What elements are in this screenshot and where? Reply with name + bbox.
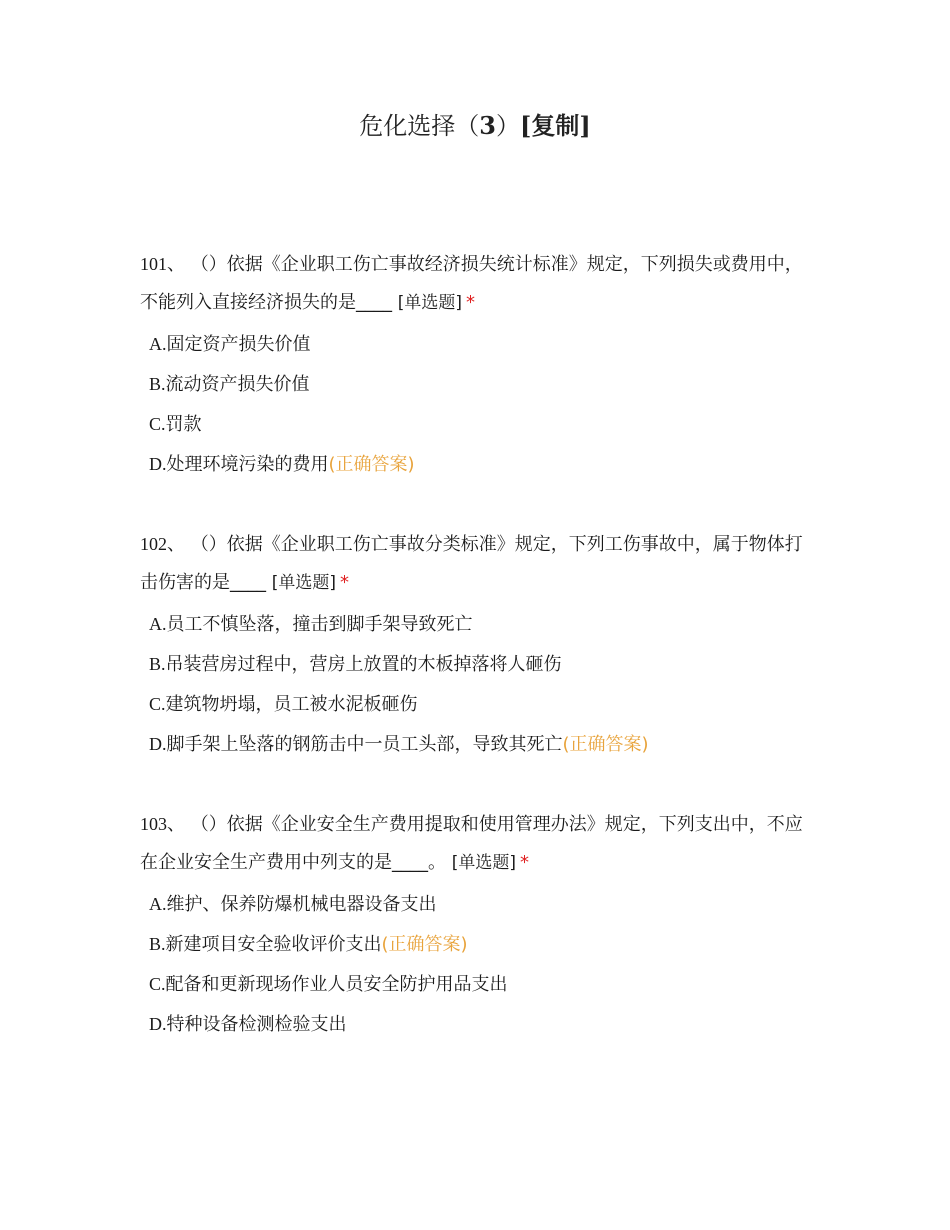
question-number: 101、 [140, 254, 185, 274]
option-letter: B. [149, 654, 166, 674]
question-body: （）依据《企业职工伤亡事故经济损失统计标准》规定，下列损失或费用中，不能列入直接经济损失的是____ [140, 254, 803, 313]
question-text [140, 245, 810, 322]
question-text [140, 805, 810, 882]
option-letter: C. [149, 974, 166, 994]
option-text: 吊装营房过程中，营房上放置的木板掉落将人砸伤 [165, 654, 562, 675]
option-letter: A. [149, 334, 167, 354]
option-text: 新建项目安全验收评价支出 [165, 934, 382, 955]
option-letter: D. [149, 454, 167, 474]
option-d[interactable] [149, 444, 810, 484]
option-letter: C. [149, 694, 166, 714]
option-letter: C. [149, 414, 166, 434]
question-body: （）依据《企业安全生产费用提取和使用管理办法》规定，下列支出中，不应在企业安全生产费用中列支的是____。 [140, 814, 803, 873]
question-type: [单选题] [271, 573, 336, 593]
option-letter: B. [149, 374, 166, 394]
option-a[interactable] [149, 324, 810, 364]
option-list [140, 604, 810, 764]
option-list [140, 324, 810, 484]
option-letter: B. [149, 934, 166, 954]
option-c[interactable] [149, 404, 810, 444]
question-number: 102、 [140, 534, 185, 554]
correct-answer-label: (正确答案) [562, 734, 649, 755]
option-text: 固定资产损失价值 [166, 334, 311, 355]
option-d[interactable] [149, 1004, 810, 1044]
required-mark: * [520, 852, 529, 873]
option-a[interactable] [149, 884, 810, 924]
question-body: （）依据《企业职工伤亡事故分类标准》规定，下列工伤事故中，属于物体打击伤害的是____ [140, 534, 803, 593]
option-list [140, 884, 810, 1044]
page-title [0, 108, 950, 144]
option-text: 罚款 [165, 414, 202, 435]
option-c[interactable] [149, 964, 810, 1004]
option-a[interactable] [149, 604, 810, 644]
option-text: 建筑物坍塌，员工被水泥板砸伤 [165, 694, 418, 715]
title-number: 3 [479, 111, 496, 140]
option-text: 处理环境污染的费用 [166, 454, 329, 475]
option-text: 配备和更新现场作业人员安全防护用品支出 [165, 974, 508, 995]
question-text [140, 525, 810, 602]
option-letter: A. [149, 894, 167, 914]
question-number: 103、 [140, 814, 185, 834]
title-tag: [复制] [519, 111, 591, 140]
option-letter: D. [149, 1014, 167, 1034]
option-letter: D. [149, 734, 167, 754]
option-text: 脚手架上坠落的钢筋击中一员工头部，导致其死亡 [166, 734, 563, 755]
option-d[interactable] [149, 724, 810, 764]
title-prefix: 危化选择（ [359, 112, 480, 140]
option-text: 特种设备检测检验支出 [166, 1014, 347, 1035]
option-b[interactable] [149, 364, 810, 404]
required-mark: * [340, 572, 349, 593]
option-text: 员工不慎坠落，撞击到脚手架导致死亡 [166, 614, 473, 635]
option-c[interactable] [149, 684, 810, 724]
title-suffix: ） [495, 112, 520, 140]
option-b[interactable] [149, 924, 810, 964]
required-mark: * [466, 292, 475, 313]
option-text: 维护、保养防爆机械电器设备支出 [166, 894, 437, 915]
question-103 [140, 805, 810, 1044]
option-b[interactable] [149, 644, 810, 684]
question-type: [单选题] [451, 853, 516, 873]
option-text: 流动资产损失价值 [165, 374, 310, 395]
question-type: [单选题] [397, 293, 462, 313]
correct-answer-label: (正确答案) [381, 934, 468, 955]
option-letter: A. [149, 614, 167, 634]
question-101 [140, 245, 810, 484]
correct-answer-label: (正确答案) [328, 454, 415, 475]
question-102 [140, 525, 810, 764]
